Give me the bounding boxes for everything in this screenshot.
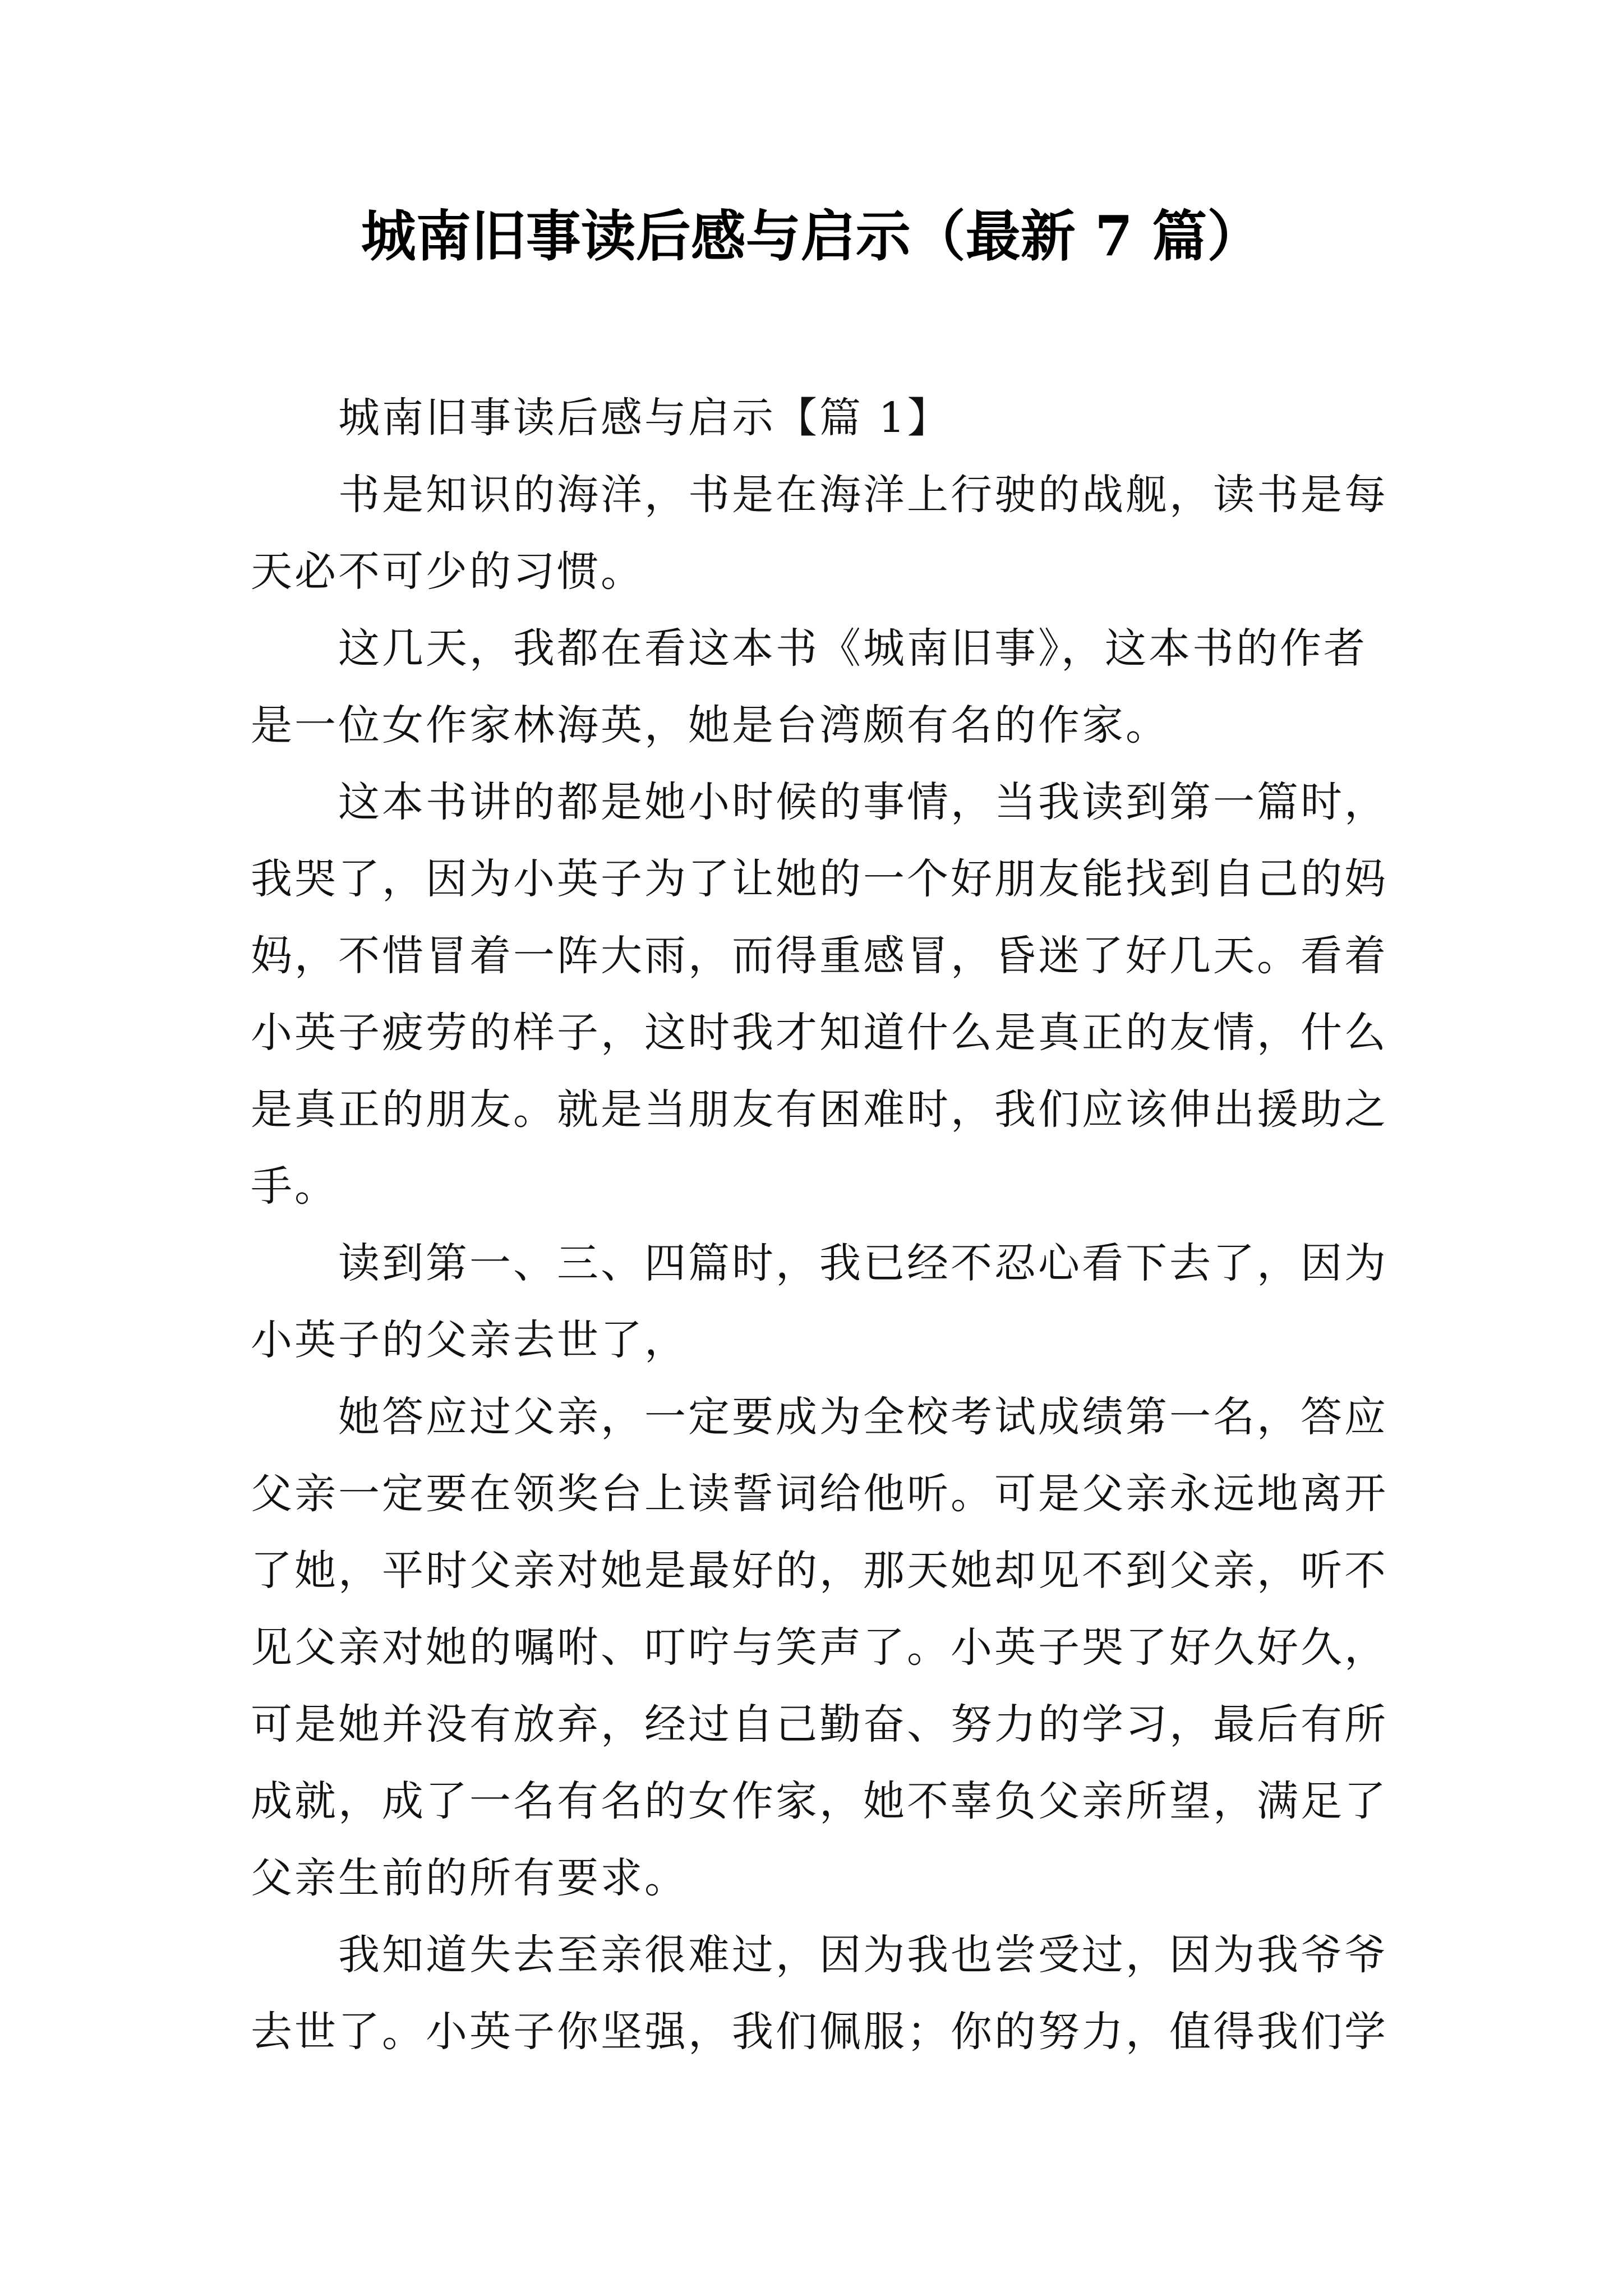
paragraph-line: 去世了。小英子你坚强，我们佩服；你的努力，值得我们学	[251, 2008, 1388, 2056]
paragraph-line: 父亲生前的所有要求。	[251, 1854, 688, 1902]
paragraph	[251, 764, 1395, 1225]
paragraph	[251, 1379, 1395, 1917]
paragraph-line: 妈，不惜冒着一阵大雨，而得重感冒，昏迷了好几天。看着	[251, 932, 1388, 980]
paragraph-line: 小英子的父亲去世了，	[251, 1316, 688, 1364]
paragraph-line: 我哭了，因为小英子为了让她的一个好朋友能找到自己的妈	[251, 855, 1388, 903]
paragraph-line: 我知道失去至亲很难过，因为我也尝受过，因为我爷爷	[338, 1931, 1388, 1979]
paragraph	[251, 610, 1395, 764]
paragraph-line: 小英子疲劳的样子，这时我才知道什么是真正的友情，什么	[251, 1009, 1388, 1057]
paragraph-line: 书是知识的海洋，书是在海洋上行驶的战舰，读书是每	[338, 471, 1388, 519]
paragraph-line: 手。	[251, 1162, 338, 1211]
paragraph-line: 这几天，我都在看这本书《城南旧事》，这本书的作者	[338, 624, 1367, 673]
paragraph-line: 这本书讲的都是她小时候的事情，当我读到第一篇时，	[338, 778, 1388, 826]
paragraph-line: 了她，平时父亲对她是最好的，那天她却见不到父亲，听不	[251, 1547, 1388, 1595]
paragraph	[251, 457, 1395, 610]
paragraph-line: 见父亲对她的嘱咐、叮咛与笑声了。小英子哭了好久好久，	[251, 1623, 1388, 1672]
paragraph-line: 是一位女作家林海英，她是台湾颇有名的作家。	[251, 701, 1169, 749]
document-body	[251, 380, 1395, 2070]
paragraph	[251, 1225, 1395, 1379]
section-heading: 城南旧事读后感与启示【篇 1】	[338, 394, 951, 442]
paragraph-line: 天必不可少的习惯。	[251, 547, 644, 596]
page-title: 城南旧事读后感与启示（最新 7 篇）	[361, 204, 1262, 269]
paragraph-line: 读到第一、三、四篇时，我已经不忍心看下去了，因为	[338, 1239, 1388, 1287]
paragraph-line: 成就，成了一名有名的女作家，她不辜负父亲所望，满足了	[251, 1777, 1388, 1825]
paragraph-line: 是真正的朋友。就是当朋友有困难时，我们应该伸出援助之	[251, 1085, 1388, 1134]
paragraph-line: 她答应过父亲，一定要成为全校考试成绩第一名，答应	[338, 1393, 1388, 1441]
paragraph-line: 父亲一定要在领奖台上读誓词给他听。可是父亲永远地离开	[251, 1470, 1388, 1518]
paragraph-line: 可是她并没有放弃，经过自己勤奋、努力的学习，最后有所	[251, 1700, 1388, 1749]
paragraph	[251, 1917, 1395, 2070]
